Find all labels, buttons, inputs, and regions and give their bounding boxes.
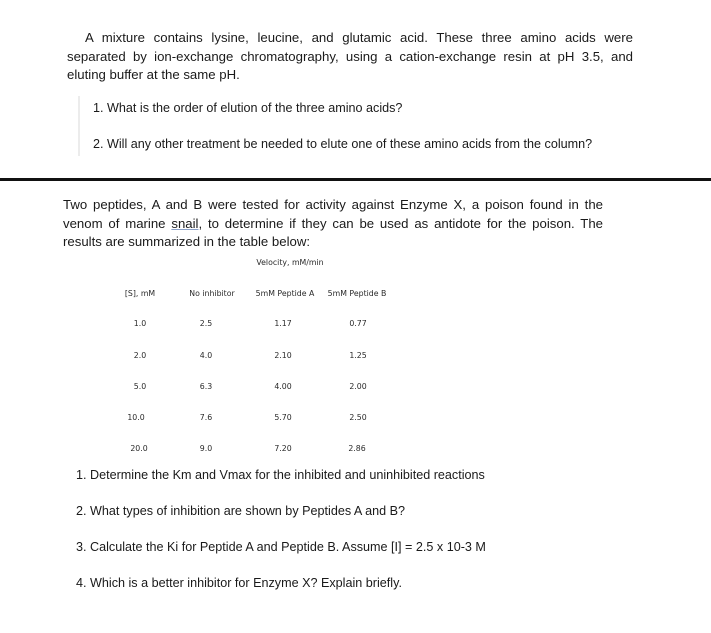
table-cell: 1.0: [133, 319, 147, 328]
table-header: 5mM Peptide A: [255, 289, 315, 298]
table-cell: 0.77: [349, 319, 367, 328]
table-header: 5mM Peptide B: [327, 289, 387, 298]
problem2-question-2: 2. What types of inhibition are shown by Peptides A and B?: [76, 504, 406, 518]
table-cell: 5.0: [133, 382, 147, 391]
table-caption: Velocity, mM/min: [256, 258, 324, 267]
table-cell: 7.20: [274, 444, 292, 453]
table-header: [S], mM: [124, 289, 156, 298]
problem2-question-1: 1. Determine the Km and Vmax for the inhibited and uninhibited reactions: [76, 468, 485, 482]
table-cell: 4.0: [199, 351, 213, 360]
table-cell: 2.00: [349, 382, 367, 391]
table-header: No inhibitor: [189, 289, 235, 298]
problem1-question-2: 2. Will any other treatment be needed to elute one of these amino acids from the column?: [93, 137, 593, 151]
problem1-question-1: 1. What is the order of elution of the three amino acids?: [93, 101, 403, 115]
table-cell: 20.0: [130, 444, 148, 453]
table-cell: 6.3: [199, 382, 213, 391]
table-cell: 10.0: [127, 413, 145, 422]
table-cell: 2.10: [274, 351, 292, 360]
table-cell: 4.00: [274, 382, 292, 391]
table-cell: 7.6: [199, 413, 213, 422]
problem2-paragraph-part1: Two peptides, A and B were tested for activity against Enzyme X, a poison found in the venom of marine: [63, 197, 603, 231]
problem1-paragraph: [67, 29, 633, 85]
problem2-paragraph: [63, 196, 603, 252]
table-cell: 1.25: [349, 351, 367, 360]
problem2-paragraph-part2: , to determine if they can be used as antidote for the poison. The results are summarized in the table below:: [63, 215, 603, 249]
table-cell: 2.5: [199, 319, 213, 328]
table-cell: 2.86: [348, 444, 366, 453]
quote-bar: [78, 96, 80, 156]
section-divider: [0, 178, 711, 181]
problem1-paragraph-text: A mixture contains lysine, leucine, and glutamic acid. These three amino acids were separated by ion-exchange chromatography, using a cation-exchange resin at pH 3.5, and eluting buffer at the same pH.: [67, 30, 633, 82]
table-cell: 5.70: [274, 413, 292, 422]
table-cell: 2.50: [349, 413, 367, 422]
table-cell: 9.0: [199, 444, 213, 453]
table-cell: 1.17: [274, 319, 292, 328]
table-cell: 2.0: [133, 351, 147, 360]
problem2-question-3: 3. Calculate the Ki for Peptide A and Peptide B. Assume [I] = 2.5 x 10-3 M: [76, 540, 486, 554]
problem2-question-4: 4. Which is a better inhibitor for Enzyme X? Explain briefly.: [76, 576, 402, 590]
problem2-paragraph-underlined: snail: [171, 215, 199, 231]
